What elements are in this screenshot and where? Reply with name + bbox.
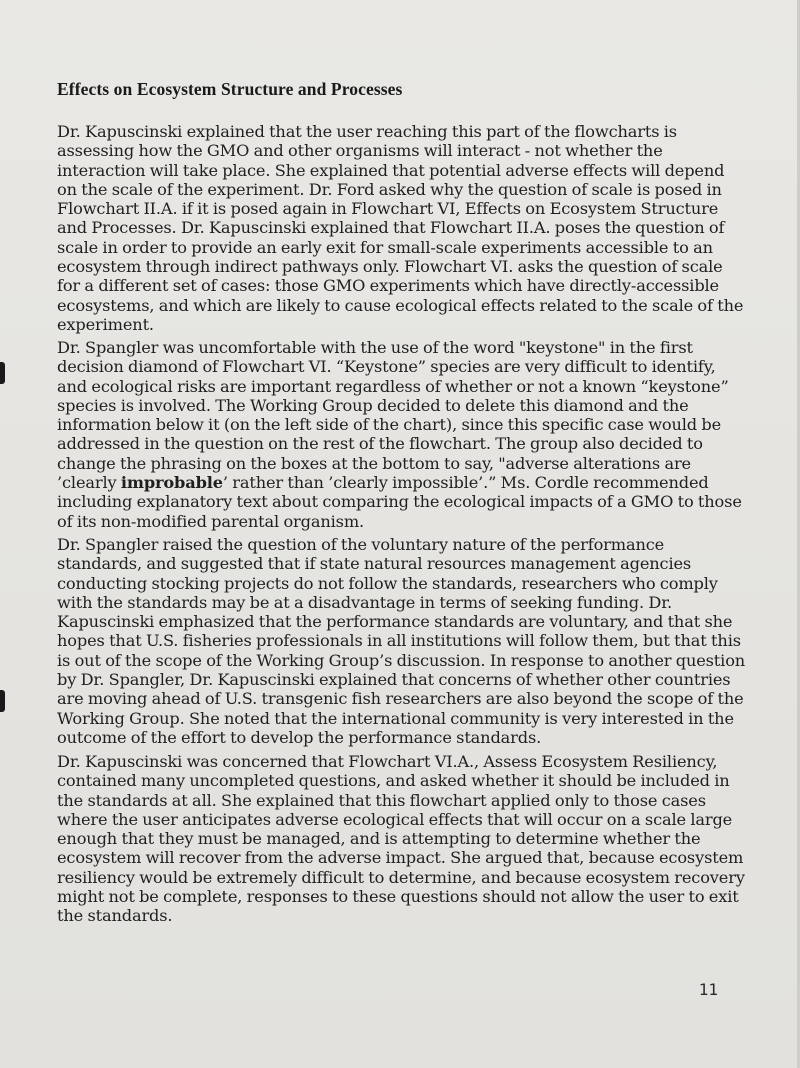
page-number: 11	[698, 980, 718, 999]
section-heading: Effects on Ecosystem Structure and Processes	[57, 79, 403, 99]
paragraph-2	[57, 338, 747, 531]
paragraph-2-text-b: ’ rather than ’clearly impossible’.” Ms. Cordle recommended including explanatory text about comparing the ecological impacts of a GMO to those of its non-modified parental organism.	[57, 473, 742, 531]
paragraph-2-emphasis: improbable	[120, 473, 223, 493]
binding-mark-upper	[0, 362, 5, 384]
paragraph-3: Dr. Spangler raised the question of the voluntary nature of the performance standards, and suggested that if state natural resources management agencies conducting stocking projects do not follow the standards, researchers who comply with the standards may be at a disadvantage in terms of seeking funding. Dr. Kapuscinski emphasized that the performance standards are voluntary, and that she hopes that U.S. fisheries professionals in all institutions will follow them, but that this is out of the scope of the Working Group’s discussion. In response to another question by Dr. Spangler, Dr. Kapuscinski explained that concerns of whether other countries are moving ahead of U.S. transgenic fish researchers are also beyond the scope of the Working Group. She noted that the international community is very interested in the outcome of the effort to develop the performance standards.	[57, 535, 746, 747]
paragraph-4: Dr. Kapuscinski was concerned that Flowchart VI.A., Assess Ecosystem Resiliency, contained many uncompleted questions, and asked whether it should be included in the standards at all. She explained that this flowchart applied only to those cases where the user anticipates adverse ecological effects that will occur on a scale large enough that they must be managed, and is attempting to determine whether the ecosystem will recover from the adverse impact. She argued that, because ecosystem resiliency would be extremely difficult to determine, and because ecosystem recovery might not be complete, responses to these questions should not allow the user to exit the standards.	[57, 752, 745, 926]
binding-mark-lower	[0, 690, 5, 712]
paragraph-2-text-a: Dr. Spangler was uncomfortable with the use of the word "keystone" in the first decision diamond of Flowchart VI. “Keystone” species are very difficult to identify, and ecological risks are important regardless of whether or not a known “keystone” species is involved. The Working Group decided to delete this diamond and the information below it (on the left side of the chart), since this specific case would be addressed in the question on the rest of the flowchart. The group also decided to change the phrasing on the boxes at the bottom to say, "adverse alterations are ’clearly	[57, 338, 729, 493]
paragraph-1: Dr. Kapuscinski explained that the user reaching this part of the flowcharts is assessing how the GMO and other organisms will interact - not whether the interaction will take place. She explained that potential adverse effects will depend on the scale of the experiment. Dr. Ford asked why the question of scale is posed in Flowchart II.A. if it is posed again in Flowchart VI, Effects on Ecosystem Structure and Processes. Dr. Kapuscinski explained that Flowchart II.A. poses the question of scale in order to provide an early exit for small-scale experiments accessible to an ecosystem through indirect pathways only. Flowchart VI. asks the question of scale for a different set of cases: those GMO experiments which have directly-accessible ecosystems, and which are likely to cause ecological effects related to the scale of the experiment.	[57, 122, 744, 334]
